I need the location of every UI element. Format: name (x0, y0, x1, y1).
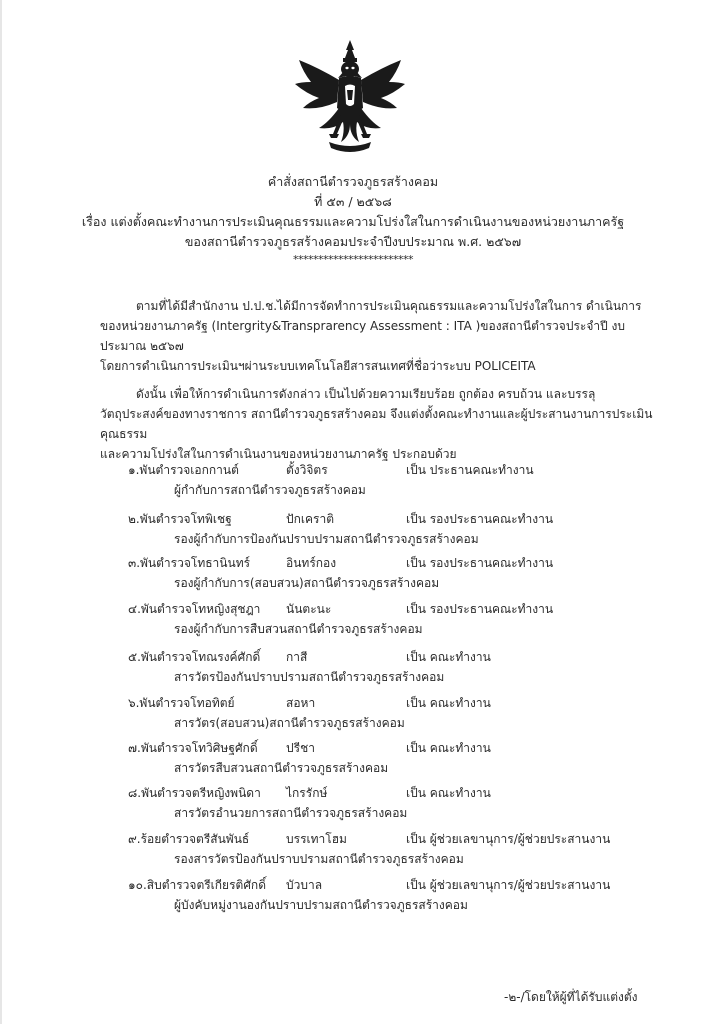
member-name: ๖.พันตำรวจโทอทิตย์ (128, 696, 235, 710)
member-entry (128, 829, 648, 869)
paragraph-line: ของหน่วยงานภาครัฐ (Intergrity&Transprarency Assessment : ITA )ของสถานีตำรวจประจำปี งบประมาณ ๒๕๖๗ (100, 319, 626, 353)
member-surname: ตั้งวิจิตร (286, 463, 328, 477)
divider-stars: ************************ (293, 253, 413, 266)
member-surname: ปรีชา (286, 741, 315, 755)
member-role: เป็น ผู้ช่วยเลขานุการ/ผู้ช่วยประสานงาน (406, 878, 611, 892)
member-surname: บรรเทาโฮม (286, 832, 347, 846)
member-surname: ปักเคราติ (286, 512, 334, 526)
member-role: เป็น คณะทำงาน (406, 741, 491, 755)
member-name: ๗.พันตำรวจโทวิศิษฐศักดิ์ (128, 741, 258, 755)
member-role: เป็น รองประธานคณะทำงาน (406, 602, 554, 616)
page-continuation: -๒-/โดยให้ผู้ที่ได้รับแต่งตั้ง (504, 990, 638, 1004)
member-surname: อินทร์กอง (286, 556, 337, 570)
member-role: เป็น ผู้ช่วยเลขานุการ/ผู้ช่วยประสานงาน (406, 832, 611, 846)
member-entry (128, 647, 648, 687)
member-position: ผู้บังคับหมู่งานองกันปราบปรามสถานีตำรวจภูธรสร้างคอม (174, 898, 468, 912)
member-role: เป็น คณะทำงาน (406, 650, 491, 664)
member-name: ๔.พันตำรวจโทหญิงสุชฎา (128, 602, 261, 616)
member-surname: บัวบาล (286, 878, 323, 892)
member-name: ๕.พันตำรวจโทณรงค์ศักดิ์ (128, 650, 261, 664)
member-position: รองผู้กำกับการป้องกันปราบปรามสถานีตำรวจภูธรสร้างคอม (174, 532, 479, 546)
paragraph-line: และความโปร่งใสในการดำเนินงานของหน่วยงานภาครัฐ ประกอบด้วย (100, 447, 457, 461)
member-entry (128, 599, 648, 639)
paragraph-line: โดยการดำเนินการประเมินฯผ่านระบบเทคโนโลยีสารสนเทศที่ชื่อว่าระบบ POLICEITA (100, 359, 536, 373)
paragraph-line: วัตถุประสงค์ของทางราชการ สถานีตำรวจภูธรสร้างคอม จึงแต่งตั้งคณะทำงานและผู้ประสานงานการประเมินคุณธรรม (100, 407, 653, 441)
member-role: เป็น ประธานคณะทำงาน (406, 463, 534, 477)
member-position: รองผู้กำกับการสืบสวนสถานีตำรวจภูธรสร้างคอม (174, 622, 423, 636)
order-title: คำสั่งสถานีตำรวจภูธรสร้างคอม (267, 174, 439, 189)
member-surname: สอหา (286, 696, 316, 710)
paragraph-appointment (100, 384, 654, 464)
order-number: ที่ ๕๓ / ๒๕๖๘ (314, 194, 392, 209)
member-entry (128, 783, 648, 823)
member-name: ๘.พันตำรวจตรีหญิงพนิดา (128, 786, 261, 800)
member-name: ๑๐.สิบตำรวจตรีเกียรติศักดิ์ (128, 878, 266, 892)
member-position: สารวัตรสืบสวนสถานีตำรวจภูธรสร้างคอม (174, 761, 389, 775)
member-name: ๙.ร้อยตำรวจตรีสันพันธ์ (128, 832, 250, 846)
member-surname: ไกรรักษ์ (286, 786, 328, 800)
member-position: รองผู้กำกับการ(สอบสวน)สถานีตำรวจภูธรสร้างคอม (174, 576, 440, 590)
member-entry (128, 875, 648, 915)
member-position: สารวัตร(สอบสวน)สถานีตำรวจภูธรสร้างคอม (174, 716, 405, 730)
member-position: ผู้กำกับการสถานีตำรวจภูธรสร้างคอม (174, 483, 366, 497)
member-surname: กาสี (286, 650, 308, 664)
member-entry (128, 693, 648, 733)
member-surname: นันตะนะ (286, 602, 332, 616)
member-entry (128, 553, 648, 593)
member-name: ๒.พันตำรวจโทพิเชฐ (128, 512, 232, 526)
member-role: เป็น รองประธานคณะทำงาน (406, 512, 554, 526)
member-name: ๑.พันตำรวจเอกกานต์ (128, 463, 239, 477)
paragraph-intro (100, 296, 654, 376)
member-role: เป็น คณะทำงาน (406, 696, 491, 710)
member-entry (128, 738, 648, 778)
member-entry (128, 509, 648, 549)
member-role: เป็น รองประธานคณะทำงาน (406, 556, 554, 570)
paragraph-line: ดังนั้น เพื่อให้การดำเนินการดังกล่าว เป็นไปด้วยความเรียบร้อย ถูกต้อง ครบถ้วน และบรรลุ (136, 387, 596, 401)
member-name: ๓.พันตำรวจโทธานินทร์ (128, 556, 251, 570)
subject-line-2: ของสถานีตำรวจภูธรสร้างคอมประจำปีงบประมาณ พ.ศ. ๒๕๖๗ (184, 234, 522, 249)
paragraph-line: ตามที่ได้มีสำนักงาน ป.ป.ช.ได้มีการจัดทำการประเมินคุณธรรมและความโปร่งใสในการ ดำเนินการ (136, 299, 642, 313)
subject-line-1: เรื่อง แต่งตั้งคณะทำงานการประเมินคุณธรรมและความโปร่งใสในการดำเนินงานของหน่วยงานภาครัฐ (81, 214, 625, 229)
member-position: รองสารวัตรป้องกันปราบปรามสถานีตำรวจภูธรสร้างคอม (174, 852, 464, 866)
member-entry (128, 460, 648, 500)
member-position: สารวัตรอำนวยการสถานีตำรวจภูธรสร้างคอม (174, 806, 408, 820)
member-role: เป็น คณะทำงาน (406, 786, 491, 800)
garuda-emblem-icon (289, 38, 411, 160)
member-position: สารวัตรป้องกันปราบปรามสถานีตำรวจภูธรสร้างคอม (174, 670, 445, 684)
